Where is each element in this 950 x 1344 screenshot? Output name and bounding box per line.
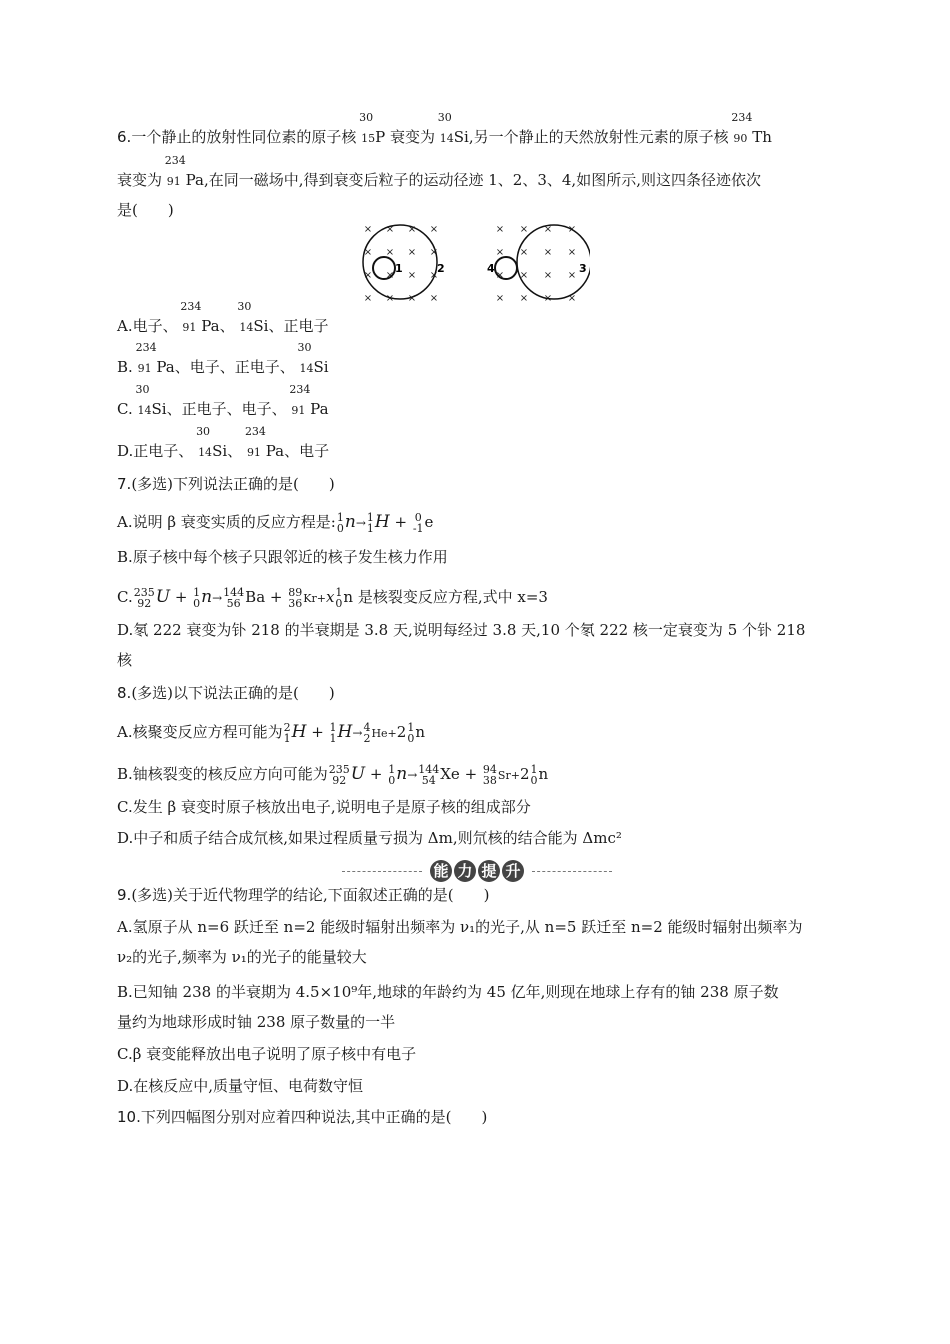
field-marker: × — [363, 293, 373, 304]
field-marker: × — [519, 247, 529, 258]
q7-option-b[interactable]: B.原子核中每个核子只跟邻近的核子发生核力作用 — [117, 548, 448, 566]
track-label-1: 1 — [395, 262, 403, 275]
q6-option-a[interactable]: A.电子、 234 91 Pa、 30 14Si、正电子 — [117, 300, 329, 335]
field-marker: × — [407, 293, 417, 304]
field-marker: × — [495, 224, 505, 235]
q9-option-a-line1[interactable]: A.氢原子从 n=6 跃迁至 n=2 能级时辐射出频率为 ν₁的光子,从 n=5 跃迁至 n=2 能级时辐射出频率为 — [117, 918, 803, 936]
track-label-3: 3 — [579, 262, 587, 275]
field-marker: × — [385, 270, 395, 281]
q6-stem-line1: 6.一个静止的放射性同位素的原子核 30 15P 衰变为 30 14Si,另一个静止的天然放射性元素的原子核 234 90 Th — [117, 127, 772, 149]
track-1 — [373, 257, 395, 279]
q6-stem-line2: 衰变为 234 91 Pa,在同一磁场中,得到衰变后粒子的运动径迹 1、2、3、4,如图所示,则这四条径迹依次 — [117, 170, 761, 192]
field-marker: × — [385, 224, 395, 235]
field-marker: × — [543, 270, 553, 281]
field-marker: × — [429, 270, 439, 281]
q6-stem-line3: 是( ) — [117, 201, 174, 219]
q6-option-d[interactable]: D.正电子、 30 14Si、 234 91 Pa、电子 — [117, 425, 330, 460]
q7-option-d-line1[interactable]: D.氡 222 衰变为钋 218 的半衰期是 3.8 天,说明每经过 3.8 天,10 个氡 222 核一定衰变为 5 个钋 218 — [117, 621, 806, 639]
section-banner: 能 力 提 升 — [342, 860, 612, 884]
nuclide-p30: 30 15P — [359, 111, 386, 146]
field-marker: × — [543, 293, 553, 304]
field-marker: × — [495, 247, 505, 258]
q7-option-d-line2: 核 — [117, 651, 133, 669]
field-marker: × — [495, 293, 505, 304]
field-marker: × — [429, 224, 439, 235]
field-marker: × — [567, 247, 577, 258]
q9-option-c[interactable]: C.β 衰变能释放出电子说明了原子核中有电子 — [117, 1045, 417, 1063]
q8-stem: 8.(多选)以下说法正确的是( ) — [117, 684, 335, 702]
field-marker: × — [567, 270, 577, 281]
field-marker: × — [363, 224, 373, 235]
q7-stem: 7.(多选)下列说法正确的是( ) — [117, 475, 335, 493]
field-marker: × — [363, 270, 373, 281]
q9-option-b-line1[interactable]: B.已知铀 238 的半衰期为 4.5×10⁹年,地球的年龄约为 45 亿年,则现在地球上存有的铀 238 原子数 — [117, 983, 779, 1001]
nuclide-pa234: 234 91 Pa — [164, 154, 204, 189]
field-marker: × — [363, 247, 373, 258]
field-marker: × — [567, 224, 577, 235]
field-marker: × — [519, 270, 529, 281]
q9-option-a-line2: ν₂的光子,频率为 ν₁的光子的能量较大 — [117, 948, 367, 966]
q6-option-b[interactable]: B. 234 91 Pa、电子、正电子、 30 14Si — [117, 341, 329, 376]
field-marker: × — [407, 270, 417, 281]
q7-option-c[interactable]: C.235 92 U + 1 0n→144 56 Ba + 89 36Kr+x1 0n 是核裂变反应方程,式中 x=3 — [117, 586, 548, 610]
q9-stem: 9.(多选)关于近代物理学的结论,下面叙述正确的是( ) — [117, 886, 490, 904]
field-marker: × — [543, 247, 553, 258]
q9-option-d[interactable]: D.在核反应中,质量守恒、电荷数守恒 — [117, 1077, 364, 1095]
field-marker: × — [407, 247, 417, 258]
q9-option-b-line2: 量约为地球形成时铀 238 原子数量的一半 — [117, 1013, 396, 1031]
q6-option-c[interactable]: C. 30 14Si、正电子、电子、 234 91 Pa — [117, 383, 329, 418]
q8-option-d[interactable]: D.中子和质子结合成氘核,如果过程质量亏损为 Δm,则氘核的结合能为 Δmc² — [117, 829, 622, 847]
q8-option-a[interactable]: A.核聚变反应方程可能为2 1H + 1 1H→4 2He+21 0n — [117, 721, 425, 745]
q8-option-b[interactable]: B.铀核裂变的核反应方向可能为235 92 U + 1 0n→144 54 Xe + 94 38Sr+21 0n — [117, 763, 549, 787]
field-marker: × — [385, 247, 395, 258]
field-marker: × — [429, 293, 439, 304]
field-marker: × — [519, 293, 529, 304]
field-marker: × — [407, 224, 417, 235]
field-marker: × — [495, 270, 505, 281]
field-marker: × — [567, 293, 577, 304]
track-figure — [360, 222, 590, 306]
q10-stem: 10.下列四幅图分别对应着四种说法,其中正确的是( ) — [117, 1108, 488, 1126]
track-4 — [495, 257, 517, 279]
nuclide-th234: 234 90 Th — [731, 111, 772, 146]
field-marker: × — [519, 224, 529, 235]
field-marker: × — [385, 293, 395, 304]
q7-option-a[interactable]: A.说明 β 衰变实质的反应方程是:1 0n→1 1H + 0 -1e — [117, 511, 434, 535]
track-label-2: 2 — [437, 262, 445, 275]
field-marker: × — [543, 224, 553, 235]
track-label-4: 4 — [487, 262, 495, 275]
nuclide-si30: 30 14Si — [437, 111, 469, 146]
q8-option-c[interactable]: C.发生 β 衰变时原子核放出电子,说明电子是原子核的组成部分 — [117, 798, 531, 816]
field-marker: × — [429, 247, 439, 258]
